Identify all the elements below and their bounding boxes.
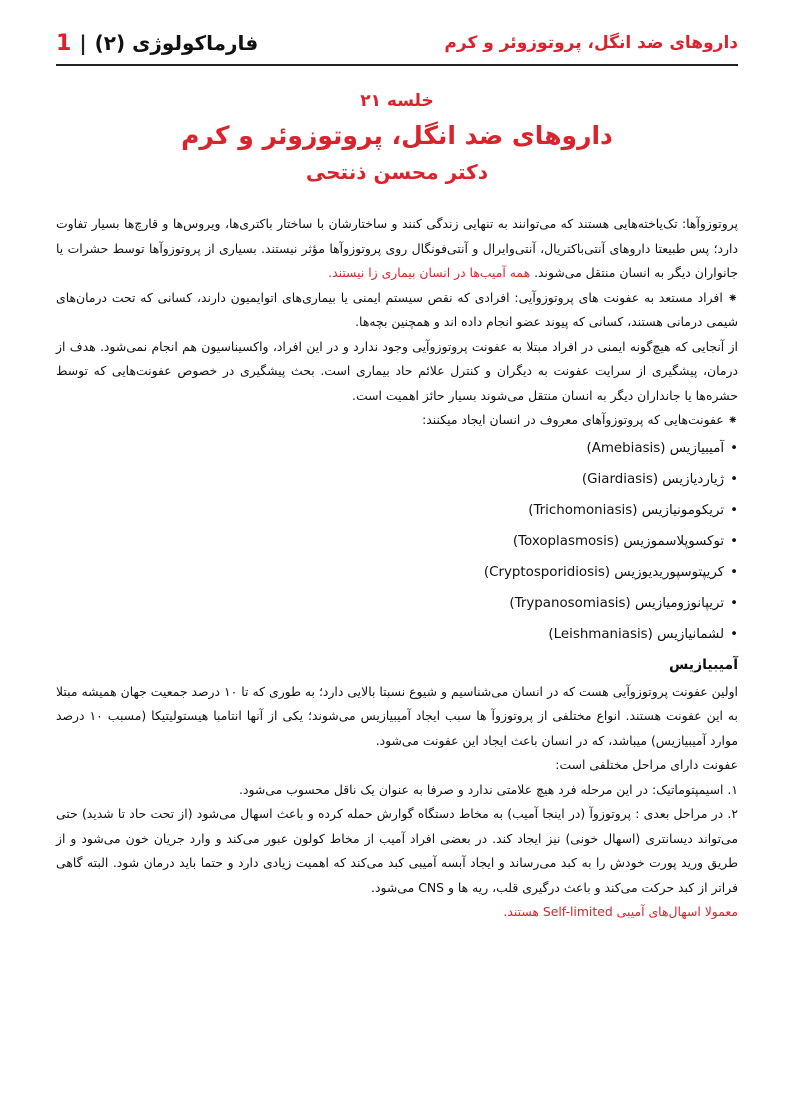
list-item: •تریپانوزومیازیس (Trypanosomiasis) [509,595,738,611]
amebiasis-stage-2: ۲. در مراحل بعدی : پروتوزوآ (در اینجا آمیب) به مخاط دستگاه گوارش حمله کرده و باعث اسهال می‌شود (از تحت حاد تا شدید) حتی می‌تواند دیسانتری (اسهال خونی) نیز ایجاد کند. در بعضی افراد آمیب از مخاط کولون عبور می‌کند و وارد جریان خون می‌شود و از طریق ورید پورت خودش را به کبد می‌رساند و ایجاد آبسه آمیبی کبد می‌کند که اهمیت زیادی دارد و حتما باید درمان شود. البته گاهی فراتر از کبد حرکت می‌کند و باعث درگیری قلب، ریه ها و CNS می‌شود. [56,806,738,895]
author-name: دکتر محسن ذنتحی [305,160,489,184]
main-title: داروهای ضد انگل، پروتوزوئر و کرم [181,121,613,150]
header-left [56,31,258,56]
prevention-paragraph: از آنجایی که هیچ‌گونه ایمنی در افراد مبتلا به عفونت پروتوزوآیی وجود ندارد و در این افراد، واکسیناسیون هم انجام نمی‌شود. هدف از درمان، پیشگیری از سرایت عفونت به دیگران و کنترل علائم حاد بیماری است. بحث پیشگیری در خصوص عفونت‌هایی که توسط حشره‌ها یا جانداران دیگر به انسان منتقل می‌شوند بسیار حائز اهمیت است. [56,338,738,403]
list-item: •کریپتوسپوریدیوزیس (Cryptosporidiosis) [483,564,738,580]
list-item: •آمیبیازیس (Amebiasis) [586,440,738,456]
course-title: فارماکولوژی (۲) [94,31,259,55]
amebiasis-note: معمولا اسهال‌های آمیبی Self-limited هستند. [503,904,738,919]
list-item: •تریکومونیازیس (Trichomoniasis) [528,502,738,518]
header-topic: داروهای ضد انگل، پروتوزوئر و کرم [444,33,738,53]
list-item: •لشمانیازیس (Leishmaniasis) [548,626,738,642]
intro-highlight: همه آمیب‌ها در انسان بیماری زا نیستند. [328,265,531,280]
intro-text: پروتوزوآها: تک‌یاخته‌هایی هستند که می‌توانند به تنهایی زندگی کنند و ساختارشان با ساختار باکتری‌ها، ویروس‌ها و قارچ‌ها بسیار تفاوت دارد؛ پس طبیعتا داروهای آنتی‌باکتریال، آنتی‌وایرال و آنتی‌فونگال روی پروتوزوآها مؤثر نیستند. بسیاری از پروتوزوآها توسط حشرات یا جانواران دیگر به انسان منتقل می‌شوند. [56,216,738,280]
page-header [56,22,738,66]
list-item: •ژیاردیازیس (Giardiasis) [581,471,738,487]
page-number: 1 [56,30,72,56]
list-intro: ⁕ عفونت‌هایی که پروتوزوآهای معروف در انسان ایجاد میکنند: [422,412,738,427]
amebiasis-stage-1: ۱. اسیمپتوماتیک: در این مرحله فرد هیچ علامتی ندارد و صرفا به عنوان یک ناقل محسوب می‌شود. [239,781,738,797]
body-content [56,212,738,925]
susceptible-paragraph: ⁕ افراد مستعد به عفونت های پروتوزوآیی: افرادی که نقص سیستم ایمنی یا بیماری‌های اتوایمیون دارند، کسانی که تحت درمان‌های شیمی درمانی هستند، کسانی که پیوند عضو انجام داده اند و همچنین بچه‌ها. [56,289,738,329]
session-label: خلسه ۲۱ [360,91,434,111]
list-item: •توکسوپلاسموزیس (Toxoplasmosis) [512,533,738,549]
header-separator: | [79,31,87,55]
infection-list [56,433,738,650]
amebiasis-paragraph-1: اولین عفونت پروتوزوآیی هست که در انسان می‌شناسیم و شیوع نسبتا بالایی دارد؛ به طوری که تا ۱۰ درصد جمعیت جهان همیشه مبتلا به این عفونت هستند. انواع مختلفی از پروتوزوآ ها سبب ایجاد آمیبیازیس می‌شوند؛ یکی از آنها انتامبا هیستولیتیکا (مسبب ۱۰ درصد موارد آمیبیازیس) میباشد، که در انسان باعث ایجاد این عفونت می‌شود. [56,683,739,748]
amebiasis-heading: آمیبیازیس [669,656,738,673]
title-block [56,88,738,186]
intro-paragraph [56,212,738,286]
amebiasis-paragraph-2: عفونت دارای مراحل مختلفی است: [555,757,738,772]
